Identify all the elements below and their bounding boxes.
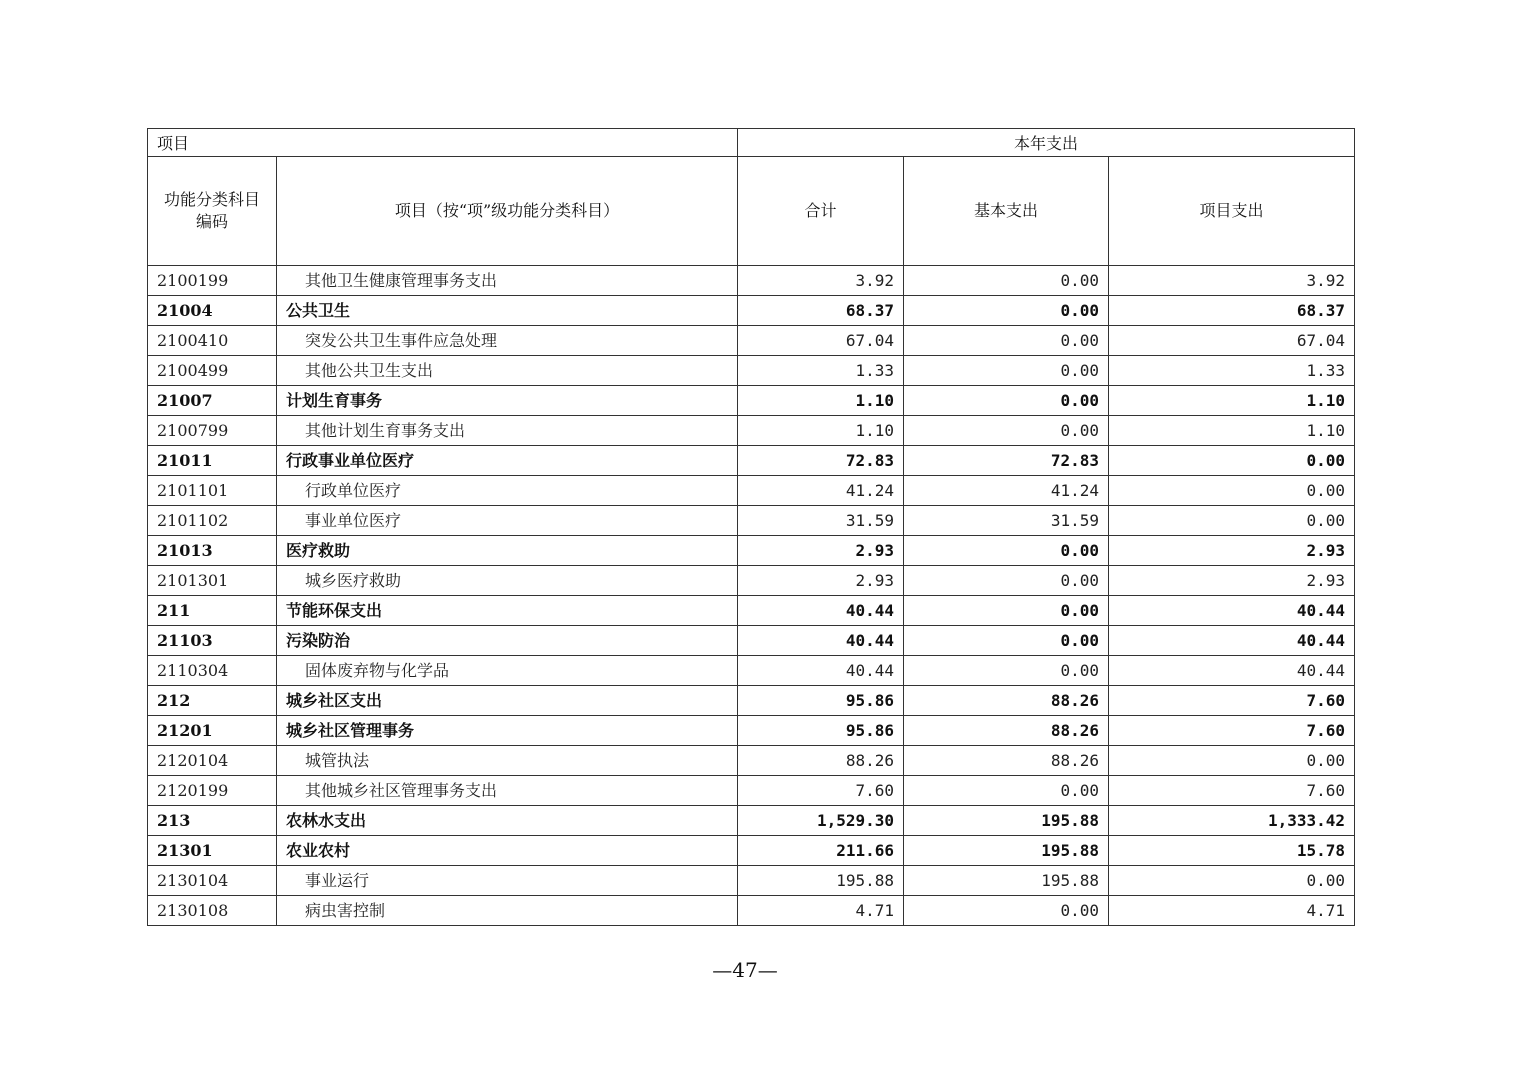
row-code: 2100499 — [148, 356, 277, 386]
row-project: 0.00 — [1109, 476, 1355, 506]
header-row-2 — [148, 157, 1355, 266]
row-name: 计划生育事务 — [277, 386, 738, 416]
row-basic: 88.26 — [904, 716, 1109, 746]
row-total: 1,529.30 — [738, 806, 904, 836]
table-row — [148, 536, 1355, 566]
row-project: 0.00 — [1109, 866, 1355, 896]
row-basic: 0.00 — [904, 566, 1109, 596]
row-code: 21301 — [148, 836, 277, 866]
row-name: 其他公共卫生支出 — [277, 356, 738, 386]
budget-table — [147, 128, 1355, 926]
row-project: 7.60 — [1109, 686, 1355, 716]
row-project: 1.10 — [1109, 386, 1355, 416]
table-row — [148, 386, 1355, 416]
header-row-1 — [148, 129, 1355, 157]
table-row — [148, 296, 1355, 326]
row-name: 城乡医疗救助 — [277, 566, 738, 596]
row-name: 病虫害控制 — [277, 896, 738, 926]
row-basic: 72.83 — [904, 446, 1109, 476]
row-project: 67.04 — [1109, 326, 1355, 356]
row-name: 突发公共卫生事件应急处理 — [277, 326, 738, 356]
row-basic: 0.00 — [904, 266, 1109, 296]
row-project: 7.60 — [1109, 776, 1355, 806]
row-project: 40.44 — [1109, 656, 1355, 686]
row-basic: 0.00 — [904, 656, 1109, 686]
table-row — [148, 476, 1355, 506]
table-row — [148, 806, 1355, 836]
table-row — [148, 326, 1355, 356]
row-total: 1.33 — [738, 356, 904, 386]
table-row — [148, 716, 1355, 746]
table-row — [148, 896, 1355, 926]
row-project: 4.71 — [1109, 896, 1355, 926]
table-row — [148, 566, 1355, 596]
table-row — [148, 506, 1355, 536]
table-row — [148, 866, 1355, 896]
row-code: 212 — [148, 686, 277, 716]
row-total: 40.44 — [738, 626, 904, 656]
row-total: 7.60 — [738, 776, 904, 806]
table-row — [148, 266, 1355, 296]
row-basic: 0.00 — [904, 296, 1109, 326]
row-total: 1.10 — [738, 386, 904, 416]
row-total: 4.71 — [738, 896, 904, 926]
row-total: 88.26 — [738, 746, 904, 776]
row-code: 2110304 — [148, 656, 277, 686]
row-project: 15.78 — [1109, 836, 1355, 866]
row-total: 67.04 — [738, 326, 904, 356]
header-project: 项目 — [148, 129, 738, 157]
row-code: 2100199 — [148, 266, 277, 296]
header-project-col: 项目支出 — [1109, 157, 1355, 266]
row-project: 40.44 — [1109, 626, 1355, 656]
row-basic: 31.59 — [904, 506, 1109, 536]
row-basic: 195.88 — [904, 866, 1109, 896]
row-code: 213 — [148, 806, 277, 836]
row-total: 2.93 — [738, 536, 904, 566]
table-row — [148, 746, 1355, 776]
row-total: 41.24 — [738, 476, 904, 506]
row-project: 2.93 — [1109, 566, 1355, 596]
row-project: 0.00 — [1109, 446, 1355, 476]
header-code-col: 功能分类科目编码 — [148, 157, 277, 266]
row-project: 7.60 — [1109, 716, 1355, 746]
row-project: 0.00 — [1109, 746, 1355, 776]
row-code: 21004 — [148, 296, 277, 326]
row-name: 节能环保支出 — [277, 596, 738, 626]
row-code: 2101101 — [148, 476, 277, 506]
row-name: 固体废弃物与化学品 — [277, 656, 738, 686]
table-row — [148, 356, 1355, 386]
row-total: 40.44 — [738, 656, 904, 686]
table-row — [148, 626, 1355, 656]
row-code: 21103 — [148, 626, 277, 656]
row-code: 2101102 — [148, 506, 277, 536]
row-total: 211.66 — [738, 836, 904, 866]
page-number: —47— — [712, 958, 778, 982]
row-total: 68.37 — [738, 296, 904, 326]
row-basic: 41.24 — [904, 476, 1109, 506]
table-body — [148, 266, 1355, 926]
row-name: 城乡社区支出 — [277, 686, 738, 716]
row-basic: 0.00 — [904, 896, 1109, 926]
row-basic: 0.00 — [904, 536, 1109, 566]
row-total: 3.92 — [738, 266, 904, 296]
row-code: 21201 — [148, 716, 277, 746]
row-code: 21013 — [148, 536, 277, 566]
row-basic: 0.00 — [904, 416, 1109, 446]
row-basic: 0.00 — [904, 626, 1109, 656]
row-code: 21011 — [148, 446, 277, 476]
row-code: 2120104 — [148, 746, 277, 776]
table-row — [148, 776, 1355, 806]
row-name: 其他卫生健康管理事务支出 — [277, 266, 738, 296]
row-basic: 0.00 — [904, 596, 1109, 626]
header-basic-col: 基本支出 — [904, 157, 1109, 266]
row-name: 农林水支出 — [277, 806, 738, 836]
header-current-year-expense: 本年支出 — [738, 129, 1355, 157]
row-code: 2100799 — [148, 416, 277, 446]
header-name-col: 项目（按“项”级功能分类科目） — [277, 157, 738, 266]
row-name: 行政单位医疗 — [277, 476, 738, 506]
row-basic: 88.26 — [904, 746, 1109, 776]
table-row — [148, 416, 1355, 446]
row-name: 行政事业单位医疗 — [277, 446, 738, 476]
header-total-col: 合计 — [738, 157, 904, 266]
table-row — [148, 596, 1355, 626]
row-name: 事业单位医疗 — [277, 506, 738, 536]
row-code: 21007 — [148, 386, 277, 416]
table-row — [148, 686, 1355, 716]
row-total: 195.88 — [738, 866, 904, 896]
row-basic: 0.00 — [904, 356, 1109, 386]
row-project: 1,333.42 — [1109, 806, 1355, 836]
row-name: 其他城乡社区管理事务支出 — [277, 776, 738, 806]
row-project: 1.10 — [1109, 416, 1355, 446]
row-project: 3.92 — [1109, 266, 1355, 296]
table-row — [148, 446, 1355, 476]
row-code: 2101301 — [148, 566, 277, 596]
row-basic: 0.00 — [904, 776, 1109, 806]
row-basic: 0.00 — [904, 386, 1109, 416]
row-project: 2.93 — [1109, 536, 1355, 566]
row-total: 95.86 — [738, 716, 904, 746]
row-name: 城乡社区管理事务 — [277, 716, 738, 746]
table-row — [148, 656, 1355, 686]
row-name: 事业运行 — [277, 866, 738, 896]
row-project: 1.33 — [1109, 356, 1355, 386]
row-name: 污染防治 — [277, 626, 738, 656]
row-basic: 195.88 — [904, 806, 1109, 836]
row-total: 2.93 — [738, 566, 904, 596]
row-name: 医疗救助 — [277, 536, 738, 566]
row-code: 2120199 — [148, 776, 277, 806]
row-basic: 0.00 — [904, 326, 1109, 356]
row-total: 72.83 — [738, 446, 904, 476]
row-basic: 88.26 — [904, 686, 1109, 716]
row-project: 0.00 — [1109, 506, 1355, 536]
row-name: 公共卫生 — [277, 296, 738, 326]
row-name: 城管执法 — [277, 746, 738, 776]
row-code: 2130104 — [148, 866, 277, 896]
row-total: 95.86 — [738, 686, 904, 716]
row-name: 农业农村 — [277, 836, 738, 866]
row-total: 31.59 — [738, 506, 904, 536]
row-project: 40.44 — [1109, 596, 1355, 626]
row-total: 40.44 — [738, 596, 904, 626]
row-name: 其他计划生育事务支出 — [277, 416, 738, 446]
row-code: 2100410 — [148, 326, 277, 356]
row-basic: 195.88 — [904, 836, 1109, 866]
table-row — [148, 836, 1355, 866]
row-code: 2130108 — [148, 896, 277, 926]
row-code: 211 — [148, 596, 277, 626]
row-project: 68.37 — [1109, 296, 1355, 326]
row-total: 1.10 — [738, 416, 904, 446]
